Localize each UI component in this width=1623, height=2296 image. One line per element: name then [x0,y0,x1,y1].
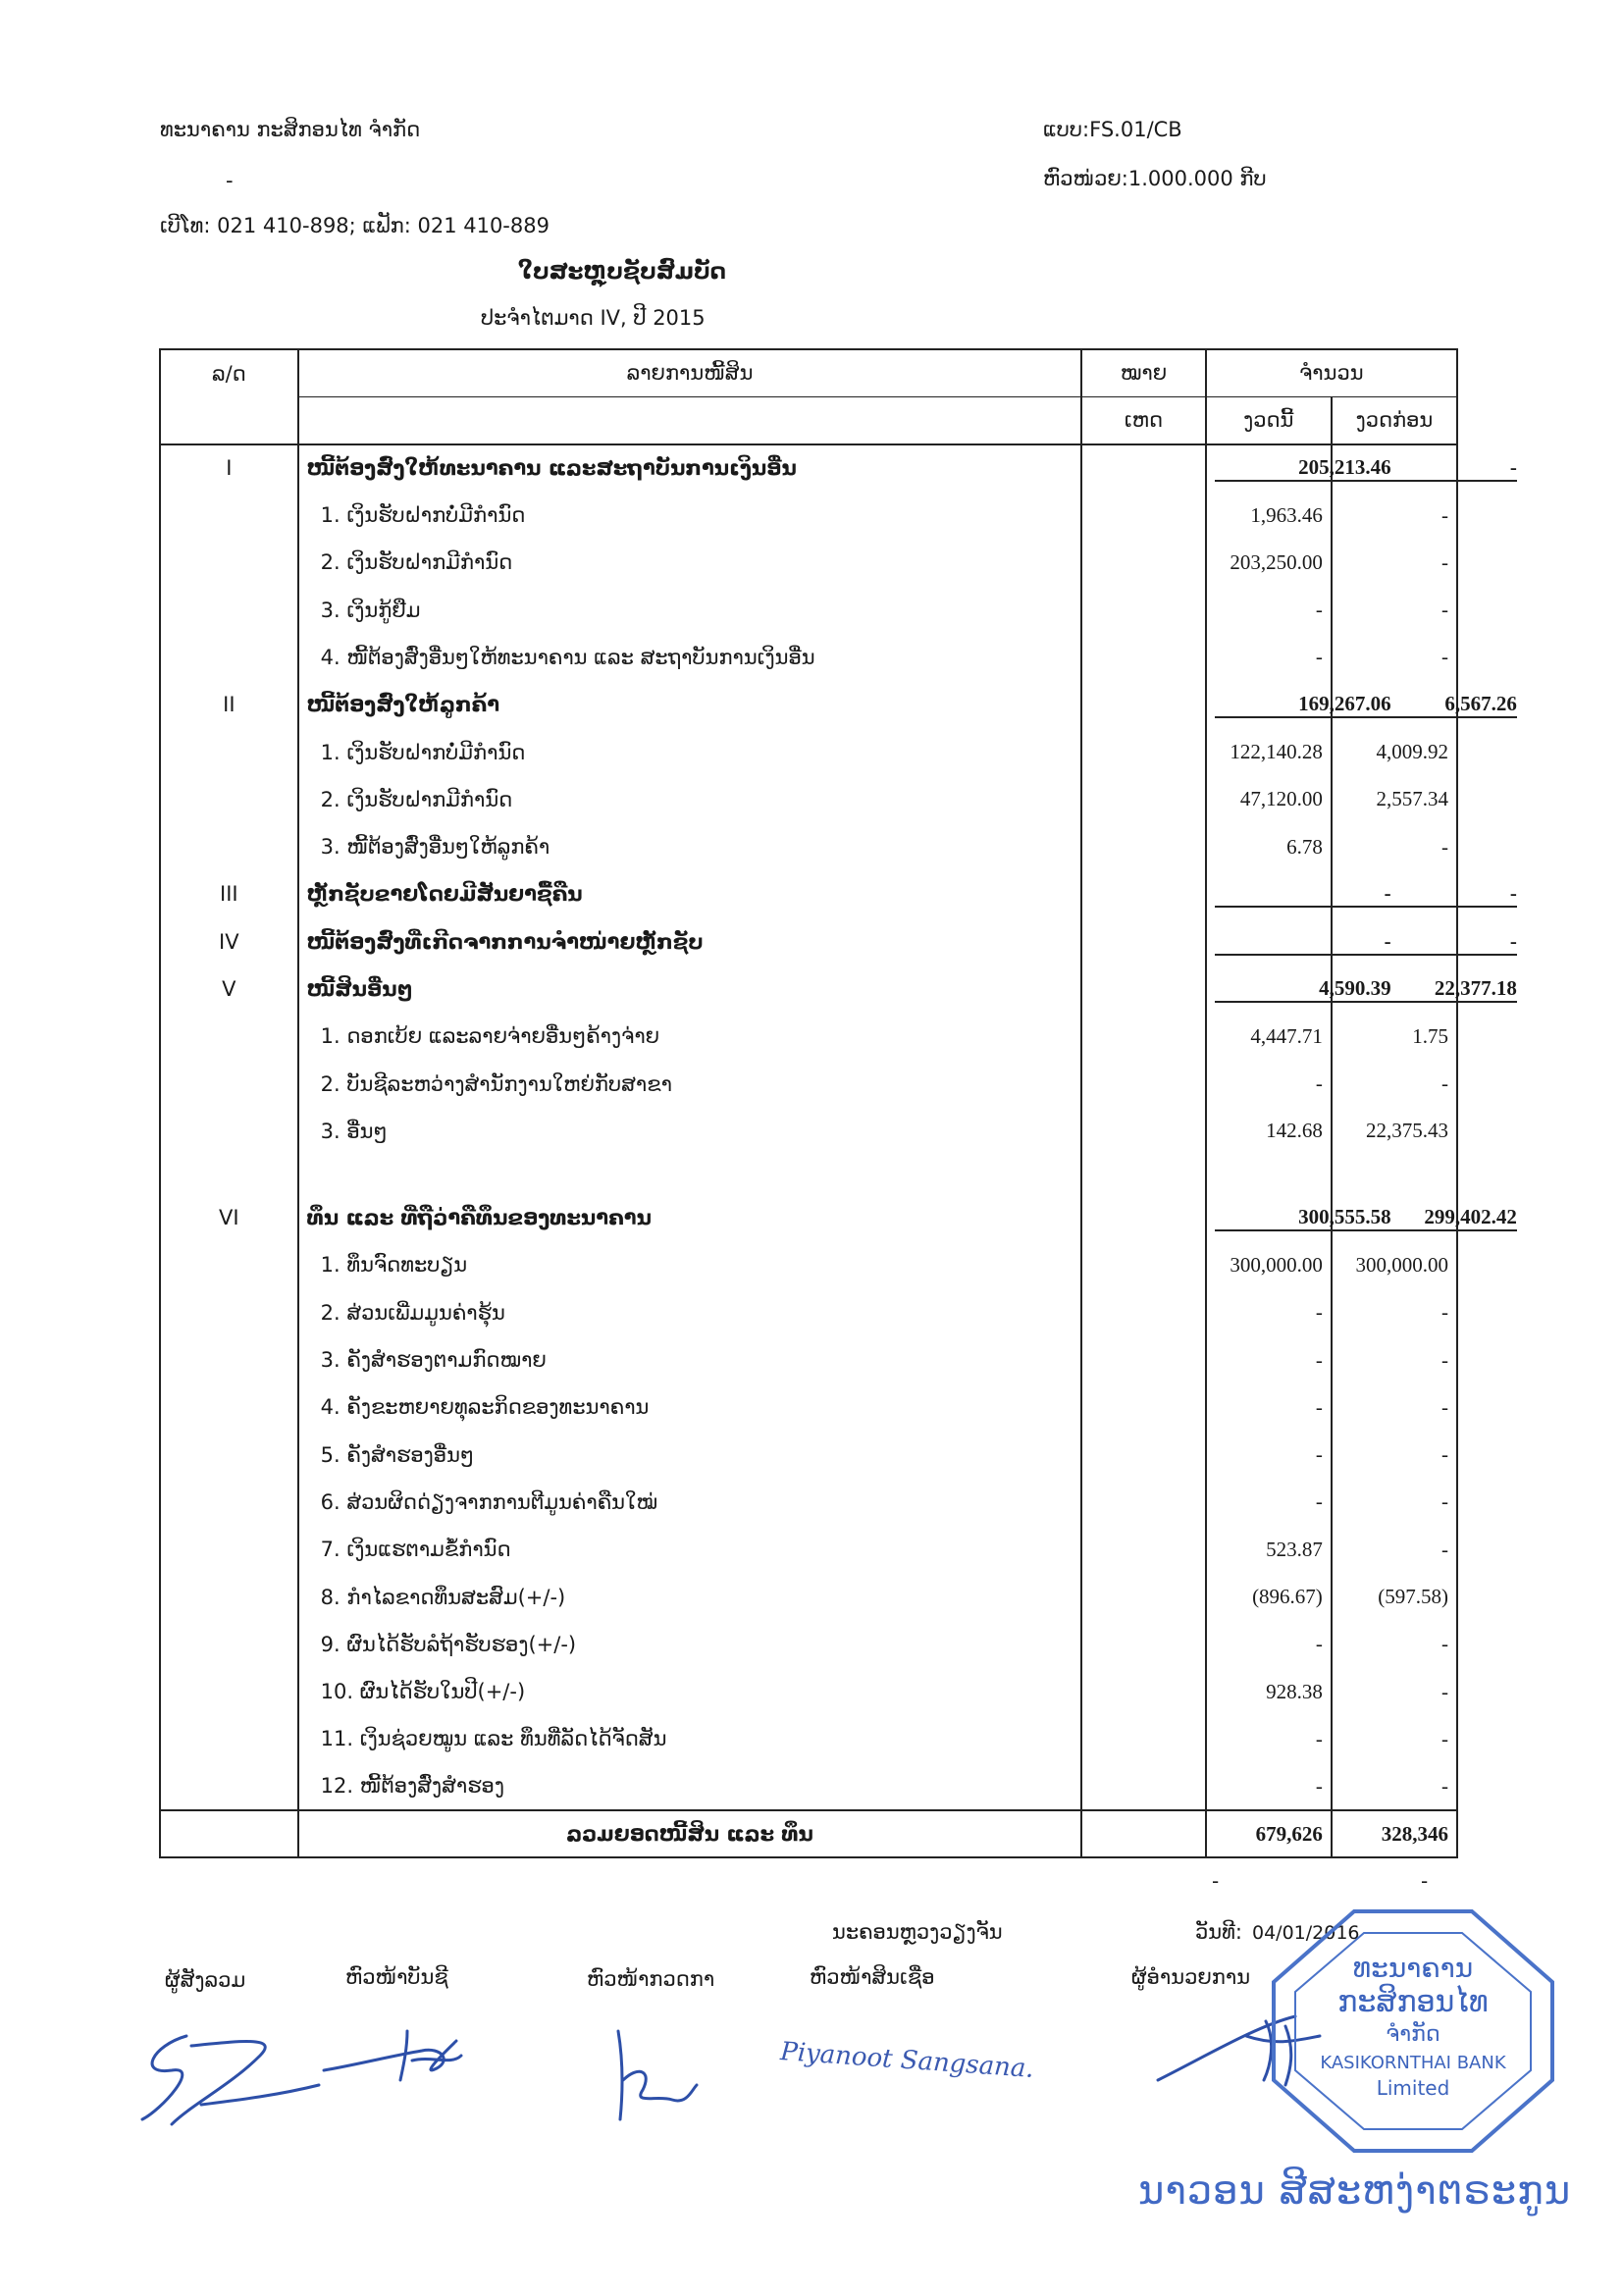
row-current-amount: 122,140.28 [1206,728,1332,775]
stamp-text-en-1: KASIKORNTHAI BANK [1320,2053,1506,2073]
signature-label-audit: ຫົວໜ້າກວດກາ [587,1967,715,1991]
row-description: ຫຼັກຊັບຂາຍໂດຍມີສັນຍາຊື້ຄືນ [298,870,1082,917]
row-previous-cell [1332,444,1517,492]
table-header-row [160,349,1457,396]
balance-sheet-table [159,348,1517,1858]
row-current-amount: 4,447.71 [1206,1013,1332,1060]
row-description: 10. ຜົນໄດ້ຮັບໃນປີ(+/-) [298,1668,1082,1715]
row-previous-amount: - [1332,1289,1457,1336]
row-current-cell [1206,444,1391,492]
row-current-amount: 300,555.58 [1215,1204,1391,1231]
subheader-blank [160,396,298,444]
row-previous-amount: - [1332,586,1457,633]
below-previous: - [1421,1869,1429,1893]
unit-label: ຫົວໜ່ວຍ:1.000.000 ກີບ [1043,167,1267,190]
row-current-cell [1206,870,1391,917]
row-description: 1. ດອກເບ້ຍ ແລະລາຍຈ່າຍອື່ນໆຄ້າງຈ່າຍ [298,1013,1082,1060]
row-previous-amount: - [1332,1432,1457,1479]
row-number [160,1763,298,1810]
section-row [160,870,1457,917]
spacer-cell [1206,1155,1332,1194]
table-row [160,492,1457,539]
row-current-amount: - [1206,1383,1332,1431]
col-note-header-2: ເຫດ [1081,396,1205,444]
row-previous-amount: 299,402.42 [1340,1204,1517,1231]
table-row [160,1013,1457,1060]
row-previous-amount: 2,557.34 [1332,776,1457,823]
row-note [1081,1108,1205,1155]
row-previous-cell [1332,918,1517,965]
row-current-amount: (896.67) [1206,1573,1332,1620]
spacer-row [160,1155,1457,1194]
row-number [160,586,298,633]
below-current: - [1212,1869,1220,1893]
col-no-header: ລ/ດ [160,349,298,396]
row-current-amount: 928.38 [1206,1668,1332,1715]
company-stamp [1266,1904,1560,2159]
table-row [160,634,1457,681]
row-current-cell [1206,681,1391,728]
bank-name: ທະນາຄານ ກະສິກອນໄທ ຈຳກັດ [160,118,421,141]
row-note [1081,1573,1205,1620]
table-row [160,823,1457,870]
row-previous-amount: - [1332,1479,1457,1526]
page-title: ໃບສະຫຼຸບຊັບສົມບັດ [518,259,726,285]
row-note [1081,1241,1205,1288]
row-previous-cell [1332,681,1517,728]
stamp-text-en-2: Limited [1376,2076,1450,2100]
table-row [160,1241,1457,1288]
table-row [160,1573,1457,1620]
row-previous-amount: 1.75 [1332,1013,1457,1060]
row-note [1081,681,1205,728]
row-description: 3. ເງິນກູ້ຢືມ [298,586,1082,633]
row-current-amount: - [1206,586,1332,633]
table-row [160,1383,1457,1431]
row-current-amount: - [1206,1432,1332,1479]
row-note [1081,1383,1205,1431]
row-note [1081,1194,1205,1241]
row-note [1081,539,1205,586]
spacer-cell [1332,1155,1457,1194]
table-row [160,1108,1457,1155]
row-description: 4. ຄັງຂະຫຍາຍທຸລະກິດຂອງທະນາຄານ [298,1383,1082,1431]
section-row [160,918,1457,965]
row-current-amount: - [1206,1336,1332,1383]
row-current-amount: 300,000.00 [1206,1241,1332,1288]
row-note [1081,776,1205,823]
bank-contact: ເບີໂທ: 021 410-898; ແຟັກ: 021 410-889 [160,214,550,237]
row-number [160,1289,298,1336]
row-current-cell [1206,918,1391,965]
row-number: IV [160,918,298,965]
row-current-amount: 523.87 [1206,1526,1332,1573]
row-note [1081,918,1205,965]
row-previous-amount: - [1332,1060,1457,1107]
row-number [160,1432,298,1479]
row-current-amount: 1,963.46 [1206,492,1332,539]
row-number [160,1336,298,1383]
table-subheader-row [160,396,1457,444]
row-current-amount: - [1206,1479,1332,1526]
row-number: VI [160,1194,298,1241]
row-description: ທຶນ ແລະ ທີ່ຖືວ່າຄືທຶນຂອງທະນາຄານ [298,1194,1082,1241]
footer-date-value: 04/01/2016 [1252,1922,1360,1944]
table-row [160,728,1457,775]
row-previous-amount: - [1332,1383,1457,1431]
row-description: ໜີ້ຕ້ອງສົ່ງທີ່ເກີດຈາກການຈຳໜ່າຍຫຼັກຊັບ [298,918,1082,965]
col-current-header: ງວດນີ້ [1206,396,1332,444]
row-note [1081,1336,1205,1383]
row-number: V [160,965,298,1013]
row-number [160,776,298,823]
row-description: 5. ຄັງສຳຮອງອື່ນໆ [298,1432,1082,1479]
row-previous-amount: - [1332,1763,1457,1810]
row-description: 2. ບັນຊີລະຫວ່າງສຳນັກງານໃຫຍ່ກັບສາຂາ [298,1060,1082,1107]
spacer-cell [160,1155,298,1194]
total-blank [160,1810,298,1857]
row-note [1081,870,1205,917]
row-number [160,1526,298,1573]
footer-date-label: ວັນທີ: [1195,1920,1242,1944]
total-previous: 328,346 [1332,1810,1457,1857]
row-current-amount: 142.68 [1206,1108,1332,1155]
row-note [1081,728,1205,775]
row-previous-amount: 22,375.43 [1332,1108,1457,1155]
row-previous-amount: - [1332,1526,1457,1573]
row-number [160,1108,298,1155]
row-description: 11. ເງິນຊ່ວຍໝູນ ແລະ ທຶນທີ່ລັດໄດ້ຈັດສັນ [298,1715,1082,1762]
section-row [160,681,1457,728]
total-row [160,1810,1457,1857]
col-note-header: ໝາຍ [1081,349,1205,396]
col-amount-header: ຈຳນວນ [1206,349,1457,396]
subheader-blank-desc [298,396,1082,444]
row-current-cell [1206,1194,1391,1241]
table-row [160,1621,1457,1668]
row-description: 3. ໜີ້ຕ້ອງສົ່ງອື່ນໆໃຫ້ລູກຄ້າ [298,823,1082,870]
row-previous-amount: (597.58) [1332,1573,1457,1620]
section-row [160,444,1457,492]
signature-label-accounting: ຫົວໜ້າບັນຊີ [345,1965,448,1989]
row-note [1081,634,1205,681]
row-description: 3. ອື່ນໆ [298,1108,1082,1155]
row-current-amount: 47,120.00 [1206,776,1332,823]
row-description: 1. ເງິນຮັບຝາກບໍ່ມີກຳນົດ [298,492,1082,539]
row-note [1081,444,1205,492]
row-number: III [160,870,298,917]
stamp-text-lao-1: ທະນາຄານ [1352,1952,1474,1984]
row-previous-amount: - [1332,1715,1457,1762]
director-name: ນາວອນ ສີສະຫງ່າຕຣະກູນ [1138,2168,1572,2214]
stamp-text-lao-3: ຈຳກັດ [1386,2022,1440,2047]
table-row [160,1763,1457,1810]
table-row [160,1289,1457,1336]
row-note [1081,1060,1205,1107]
row-number [160,1573,298,1620]
row-note [1081,1432,1205,1479]
row-note [1081,1289,1205,1336]
row-current-amount: 169,267.06 [1215,691,1391,718]
form-code: ແບບ:FS.01/CB [1043,118,1182,141]
row-description: ໜີ້ສິນອື່ນໆ [298,965,1082,1013]
row-note [1081,1479,1205,1526]
row-description: 1. ທຶນຈົດທະບຽນ [298,1241,1082,1288]
table-row [160,1668,1457,1715]
row-number [160,823,298,870]
row-previous-cell [1332,1194,1517,1241]
row-previous-amount: - [1332,492,1457,539]
row-previous-cell [1332,965,1517,1013]
row-number [160,1715,298,1762]
row-current-amount: 4,590.39 [1215,975,1391,1003]
table-row [160,1526,1457,1573]
row-current-amount: - [1206,1060,1332,1107]
bank-address: - [226,169,234,192]
row-previous-amount: - [1332,634,1457,681]
signature-compiler [132,2016,329,2134]
section-row [160,965,1457,1013]
row-description: 3. ຄັງສຳຮອງຕາມກົດໝາຍ [298,1336,1082,1383]
row-number [160,539,298,586]
row-number [160,728,298,775]
signature-label-compiler: ຜູ້ສັງລວມ [165,1968,246,1992]
row-note [1081,492,1205,539]
row-current-amount: - [1206,1289,1332,1336]
row-note [1081,1621,1205,1668]
total-note [1081,1810,1205,1857]
col-desc-header: ລາຍການໜີ້ສິນ [298,349,1082,396]
row-description: 6. ສ່ວນຜິດດ່ຽງຈາກການຕີມູນຄ່າຄືນໃໝ່ [298,1479,1082,1526]
row-current-amount: - [1206,1715,1332,1762]
row-note [1081,1763,1205,1810]
row-current-amount: - [1206,1621,1332,1668]
table-row [160,776,1457,823]
signature-label-credit: ຫົວໜ້າສິນເຊື່ອ [810,1965,935,1989]
row-previous-amount: - [1332,1336,1457,1383]
row-note [1081,1715,1205,1762]
row-number [160,1621,298,1668]
footer-city: ນະຄອນຫຼວງວຽງຈັນ [832,1920,1003,1944]
row-number [160,1479,298,1526]
row-number [160,1060,298,1107]
row-previous-amount: 22,377.18 [1340,975,1517,1003]
col-previous-header: ງວດກ່ອນ [1332,396,1457,444]
table-row [160,1432,1457,1479]
row-current-amount: 205,213.46 [1215,454,1391,482]
signature-audit [599,2021,707,2129]
row-description: ໜີ້ຕ້ອງສົ່ງໃຫ້ລູກຄ້າ [298,681,1082,728]
row-note [1081,1668,1205,1715]
row-number [160,1383,298,1431]
row-description: 2. ສ່ວນເພີ່ມມູນຄ່າຮຸ້ນ [298,1289,1082,1336]
row-description: 9. ຜົນໄດ້ຮັບລໍຖ້າຮັບຮອງ(+/-) [298,1621,1082,1668]
row-current-cell [1206,965,1391,1013]
row-description: 2. ເງິນຮັບຝາກມີກຳນົດ [298,776,1082,823]
row-current-amount: - [1215,880,1391,908]
period-label: ປະຈຳໄຕມາດ IV, ປີ 2015 [481,306,706,330]
total-label: ລວມຍອດໜີ້ສິນ ແລະ ທຶນ [298,1810,1082,1857]
row-current-amount: - [1206,634,1332,681]
row-description: 8. ກຳໄລຂາດທຶນສະສົມ(+/-) [298,1573,1082,1620]
row-previous-amount: - [1340,928,1517,956]
row-previous-cell [1332,870,1517,917]
table-row [160,1060,1457,1107]
row-note [1081,965,1205,1013]
row-previous-amount: 300,000.00 [1332,1241,1457,1288]
spacer-cell [1081,1155,1205,1194]
section-row [160,1194,1457,1241]
row-note [1081,823,1205,870]
row-current-amount: - [1206,1763,1332,1810]
row-note [1081,1013,1205,1060]
row-previous-amount: - [1340,454,1517,482]
table-row [160,586,1457,633]
row-number: II [160,681,298,728]
spacer-cell [298,1155,1082,1194]
row-description: 12. ໜີ້ຕ້ອງສົ່ງສຳຮອງ [298,1763,1082,1810]
row-number [160,634,298,681]
row-current-amount: 6.78 [1206,823,1332,870]
row-number: I [160,444,298,492]
row-description: 2. ເງິນຮັບຝາກມີກຳນົດ [298,539,1082,586]
signature-label-director: ຜູ້ອຳນວຍການ [1131,1965,1251,1989]
row-previous-amount: - [1332,1668,1457,1715]
row-number [160,1241,298,1288]
stamp-text-lao-2: ກະສິກອນໄທ [1337,1985,1489,2019]
row-number [160,1013,298,1060]
row-description: 7. ເງິນແຮຕາມຂໍ້ກຳນົດ [298,1526,1082,1573]
table-row [160,1336,1457,1383]
row-description: 1. ເງິນຮັບຝາກບໍ່ມີກຳນົດ [298,728,1082,775]
row-number [160,492,298,539]
row-description: ໜີ້ຕ້ອງສົ່ງໃຫ້ທະນາຄານ ແລະສະຖາບັນການເງິນອື່ນ [298,444,1082,492]
row-previous-amount: - [1332,823,1457,870]
row-previous-amount: - [1332,539,1457,586]
row-current-amount: 203,250.00 [1206,539,1332,586]
row-previous-amount: 4,009.92 [1332,728,1457,775]
signature-credit: Piyanoot Sangsana. [779,2037,1035,2084]
table-row [160,1715,1457,1762]
total-current: 679,626 [1206,1810,1332,1857]
row-current-amount: - [1215,928,1391,956]
signature-accounting [314,2011,471,2090]
row-note [1081,1526,1205,1573]
row-note [1081,586,1205,633]
row-previous-amount: - [1332,1621,1457,1668]
table-row [160,1479,1457,1526]
table-row [160,539,1457,586]
row-previous-amount: 6,567.26 [1340,691,1517,718]
row-description: 4. ໜີ້ຕ້ອງສົ່ງອື່ນໆໃຫ້ທະນາຄານ ແລະ ສະຖາບັນການເງິນອື່ນ [298,634,1082,681]
row-number [160,1668,298,1715]
row-previous-amount: - [1340,880,1517,908]
